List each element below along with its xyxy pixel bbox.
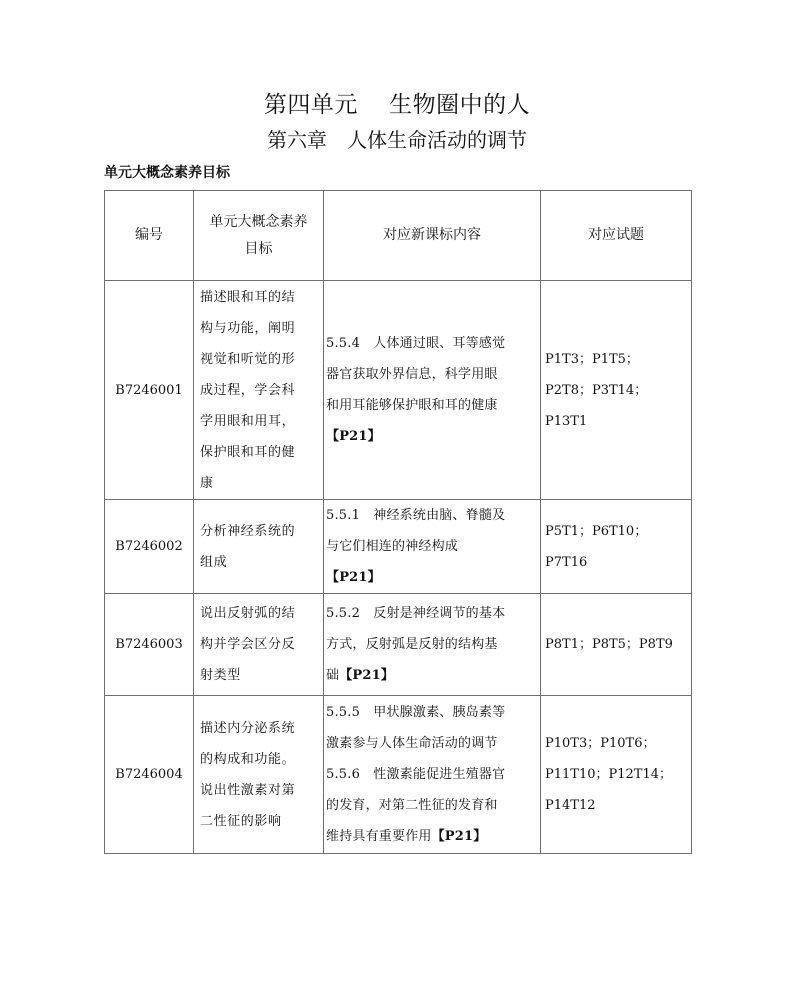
cell-items-line: P5T1；P6T10； <box>545 523 648 539</box>
chapter-title: 第六章 人体生命活动的调节 <box>267 128 527 152</box>
cell-goal-line: 成过程，学会科 <box>200 382 296 398</box>
cell-code: B7246002 <box>105 500 194 594</box>
cell-standard-line <box>326 421 538 452</box>
cell-standard-line: 的发育，对第二性征的发育和 <box>326 798 498 813</box>
cell-goal-line: 构并学会区分反 <box>200 637 296 652</box>
cell-goal-line: 射类型 <box>200 668 241 683</box>
cell-items <box>541 696 692 854</box>
header-goal <box>194 191 324 281</box>
cell-standard-line <box>326 562 538 593</box>
cell-standard-line: 激素参与人体生命活动的调节 <box>326 736 498 751</box>
cell-standard <box>324 594 541 696</box>
cell-standard <box>324 696 541 854</box>
cell-standard-line: 5.5.5 甲状腺激素、胰岛素等 <box>326 705 506 720</box>
cell-standard-line: 5.5.2 反射是神经调节的基本 <box>326 606 506 621</box>
cell-code: B7246003 <box>105 594 194 696</box>
cell-code: B7246001 <box>105 281 194 500</box>
table-row <box>105 500 692 594</box>
cell-standard-line: 和用耳能够保护眼和耳的健康 <box>326 398 498 413</box>
cell-items-line: P1T3；P1T5； <box>545 351 639 367</box>
cell-items <box>541 281 692 500</box>
table-header-row <box>105 191 692 281</box>
header-items: 对应试题 <box>541 191 692 281</box>
cell-standard-line: 与它们相连的神经构成 <box>326 539 459 554</box>
citation-ref: 【P21】 <box>339 668 395 683</box>
cell-items <box>541 500 692 594</box>
cell-goal-line: 二性征的影响 <box>200 813 282 829</box>
cell-standard-line: 5.5.4 人体通过眼、耳等感觉 <box>326 336 506 351</box>
cell-goal-line: 保护眼和耳的健 <box>200 444 296 460</box>
cell-goal-line: 组成 <box>200 554 228 570</box>
cell-items-line: P10T3；P10T6； <box>545 736 656 751</box>
cell-standard-line: 础【P21】 <box>326 668 395 683</box>
cell-goal-line: 说出反射弧的结 <box>200 606 296 621</box>
cell-goal-line: 的构成和功能。 <box>200 751 296 767</box>
cell-items-line: P2T8；P3T14； <box>545 382 648 398</box>
header-goal-part1: 单元大概念素养 <box>209 213 308 230</box>
cell-goal <box>194 696 324 854</box>
cell-goal-line: 学用眼和用耳， <box>200 413 296 429</box>
goals-table <box>104 190 692 854</box>
cell-items-line: P7T16 <box>545 554 588 570</box>
header-standard: 对应新课标内容 <box>324 191 541 281</box>
cell-goal-line: 分析神经系统的 <box>200 523 296 539</box>
cell-standard-line: 器官获取外界信息，科学用眼 <box>326 367 498 382</box>
cell-goal-line: 康 <box>200 475 214 491</box>
cell-standard-line: 5.5.1 神经系统由脑、脊髓及 <box>326 508 506 523</box>
cell-standard <box>324 281 541 500</box>
cell-goal <box>194 281 324 500</box>
cell-items <box>541 594 692 696</box>
citation-ref: 【P21】 <box>431 829 487 844</box>
unit-title: 第四单元 生物圈中的人 <box>263 92 531 118</box>
cell-goal-line: 说出性激素对第 <box>200 782 296 798</box>
cell-items-line: P11T10；P12T14； <box>545 767 673 782</box>
header-goal-part2: 目标 <box>244 240 273 257</box>
cell-standard-line: 方式，反射弧是反射的结构基 <box>326 637 498 652</box>
cell-code: B7246004 <box>105 696 194 854</box>
table-row <box>105 696 692 854</box>
table-row <box>105 594 692 696</box>
cell-standard <box>324 500 541 594</box>
section-heading: 单元大概念素养目标 <box>104 165 230 181</box>
cell-goal-line: 构与功能，阐明 <box>200 320 296 336</box>
cell-goal <box>194 500 324 594</box>
citation-ref: 【P21】 <box>326 570 381 585</box>
cell-items-line: P14T12 <box>545 798 596 813</box>
citation-ref: 【P21】 <box>326 429 381 444</box>
cell-standard-line: 5.5.6 性激素能促进生殖器官 <box>326 767 506 782</box>
cell-goal-line: 视觉和听觉的形 <box>200 351 296 367</box>
cell-standard-line: 维持具有重要作用【P21】 <box>326 829 487 844</box>
cell-items-line: P13T1 <box>545 413 588 429</box>
header-code: 编号 <box>105 191 194 281</box>
table-row <box>105 281 692 500</box>
cell-items-line: P8T1；P8T5；P8T9 <box>545 637 673 652</box>
cell-goal-line: 描述眼和耳的结 <box>200 289 296 305</box>
cell-goal-line: 描述内分泌系统 <box>200 720 296 736</box>
cell-goal <box>194 594 324 696</box>
